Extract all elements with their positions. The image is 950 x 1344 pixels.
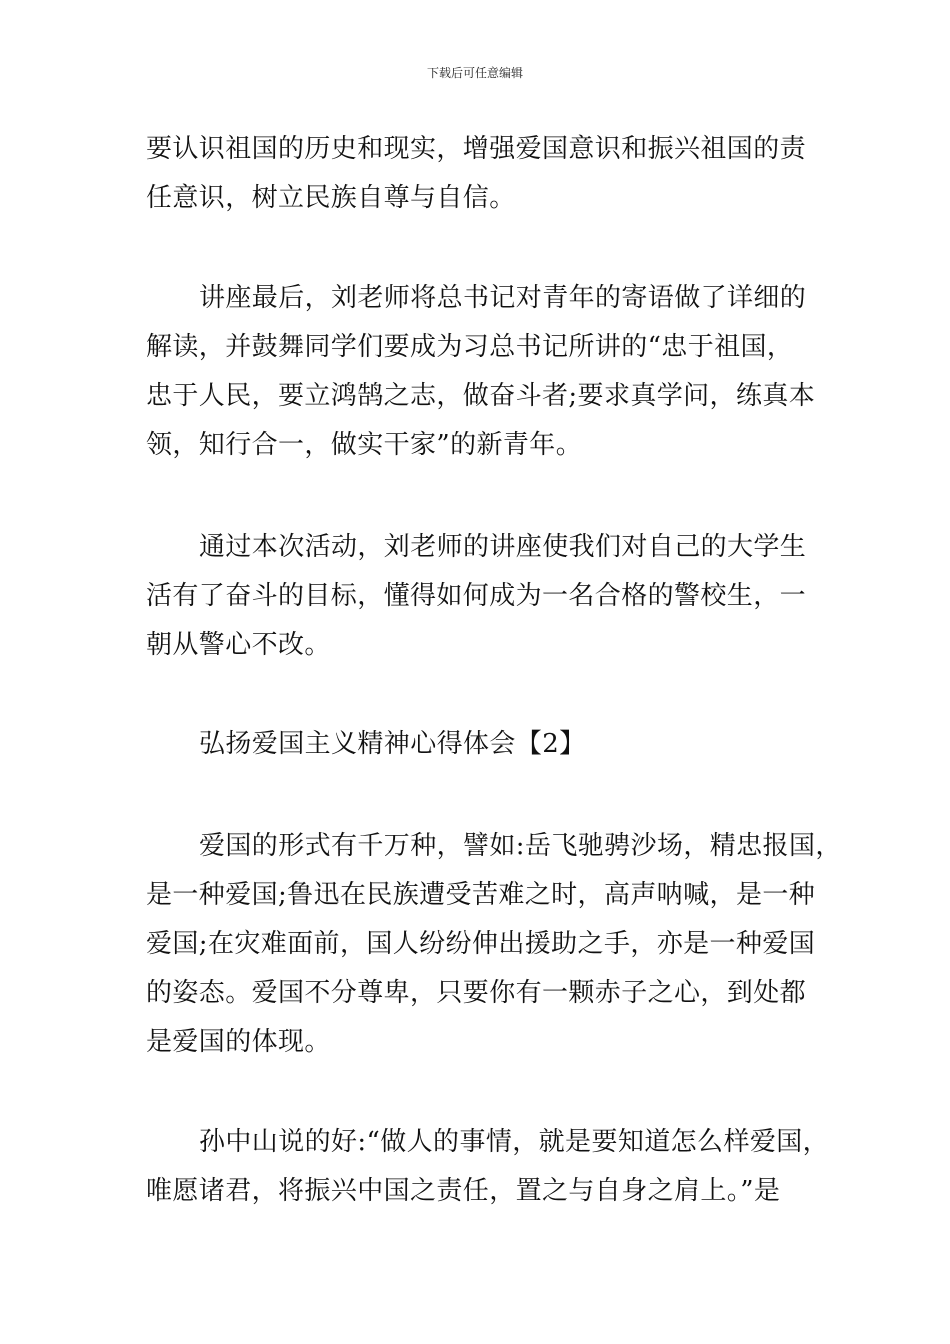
paragraph-line: 唯愿诸君，将振兴中国之责任，置之与自身之肩上。”是 xyxy=(146,1176,781,1206)
section-heading xyxy=(146,720,836,769)
paragraph-line: 的姿态。爱国不分尊卑，只要你有一颗赤子之心，到处都 xyxy=(146,978,807,1008)
section-title: 弘扬爱国主义精神心得体会【2】 xyxy=(199,729,586,759)
paragraph-line: 孙中山说的好:“做人的事情，就是要知道怎么样爱国， xyxy=(199,1127,830,1157)
paragraph-line: 解读，并鼓舞同学们要成为习总书记所讲的“忠于祖国， xyxy=(146,332,794,362)
page-header: 下载后可任意编辑 xyxy=(426,66,523,80)
paragraph-line: 朝从警心不改。 xyxy=(146,630,331,660)
paragraph-line: 讲座最后，刘老师将总书记对青年的寄语做了详细的 xyxy=(199,283,807,313)
paragraph-3 xyxy=(146,523,836,670)
paragraph-line: 爱国的形式有千万种，譬如:岳飞驰骋沙场，精忠报国， xyxy=(199,831,842,861)
paragraph-line: 是爱国的体现。 xyxy=(146,1027,331,1057)
paragraph-line: 爱国;在灾难面前，国人纷纷伸出援助之手，亦是一种爱国 xyxy=(146,929,816,959)
paragraph-1 xyxy=(146,125,836,223)
paragraph-4 xyxy=(146,822,842,1067)
paragraph-line: 要认识祖国的历史和现实，增强爱国意识和振兴祖国的责 xyxy=(146,134,807,164)
paragraph-line: 是一种爱国;鲁迅在民族遭受苦难之时，高声呐喊，是一种 xyxy=(146,880,816,910)
paragraph-line: 活有了奋斗的目标，懂得如何成为一名合格的警校生，一 xyxy=(146,581,807,611)
paragraph-line: 忠于人民，要立鸿鹄之志，做奋斗者;要求真学问，练真本 xyxy=(146,381,816,411)
paragraph-5 xyxy=(146,1118,836,1216)
paragraph-2 xyxy=(146,274,836,470)
paragraph-line: 领，知行合一，做实干家”的新青年。 xyxy=(146,430,583,460)
paragraph-line: 通过本次活动，刘老师的讲座使我们对自己的大学生 xyxy=(199,532,807,562)
paragraph-line: 任意识，树立民族自尊与自信。 xyxy=(146,183,516,213)
